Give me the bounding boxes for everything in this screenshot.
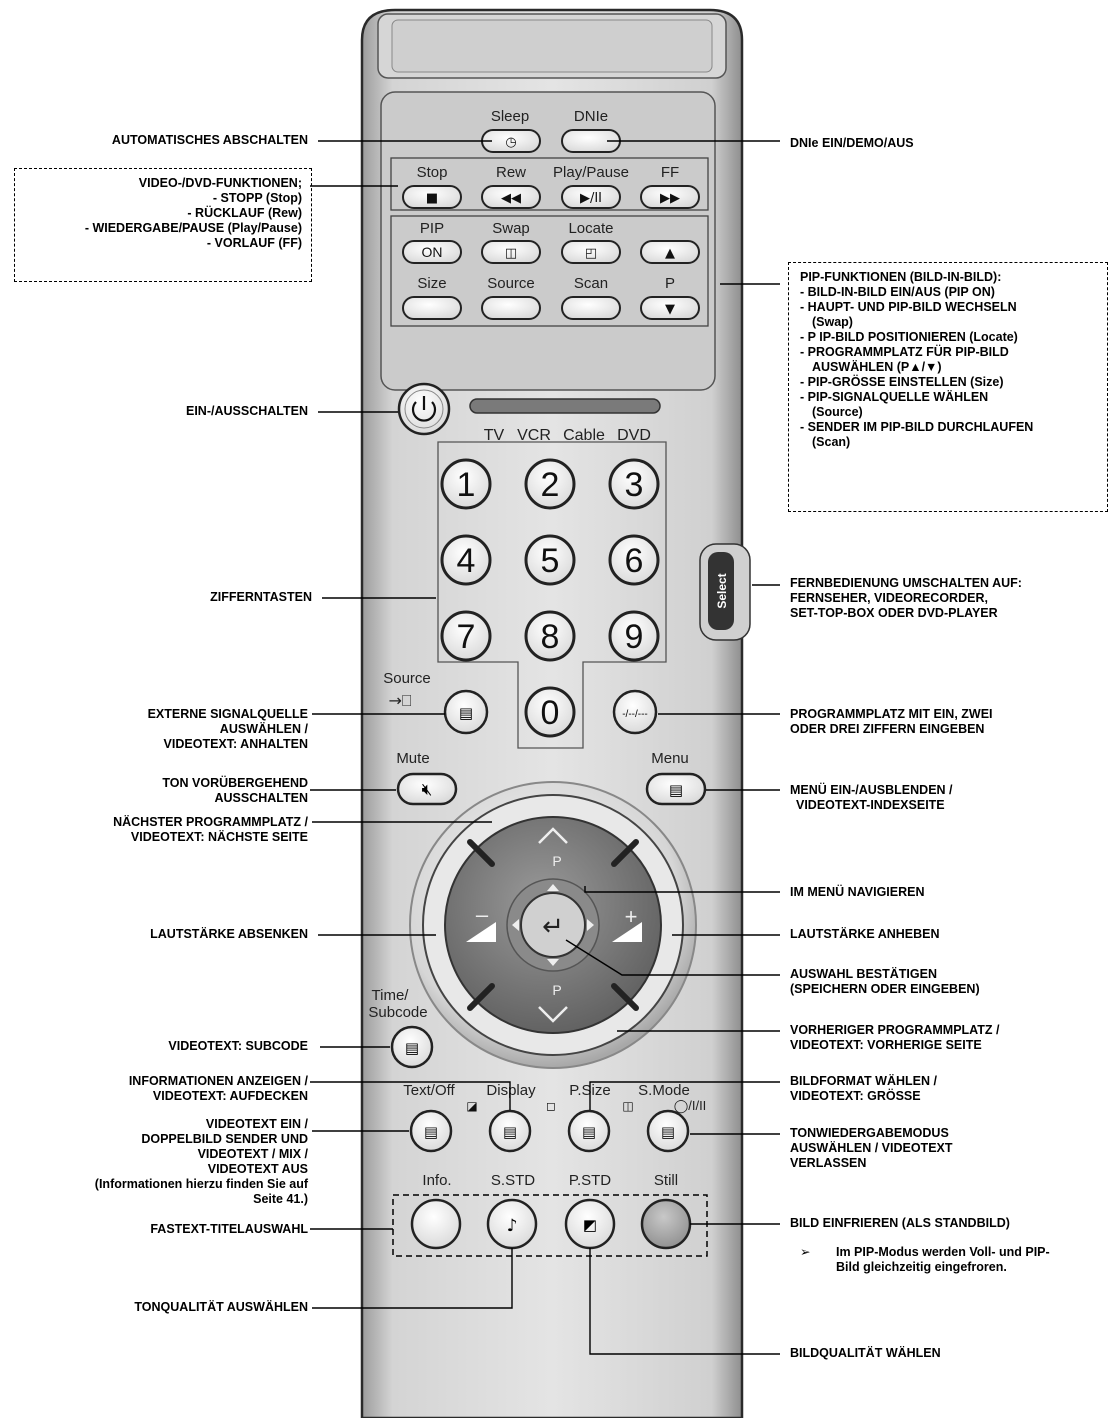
label-source: EXTERNE SIGNALQUELLE AUSWÄHLEN / VIDEOTEXT: ANHALTEN <box>147 707 308 751</box>
textoff-label: Text/Off <box>403 1082 455 1099</box>
smode-icon: ▤ <box>660 1123 676 1141</box>
nav-p-up-label: P <box>552 853 562 869</box>
mode-cable: Cable <box>563 427 605 444</box>
digit-label-9: 0 <box>540 694 560 732</box>
locate-icon: ◰ <box>584 246 598 261</box>
dash-button-text: -/--/--- <box>622 709 648 720</box>
ff-icon: ▶▶ <box>660 191 680 206</box>
digit-label-1: 2 <box>540 466 560 504</box>
digit-label-6: 7 <box>456 618 476 656</box>
scan-label: Scan <box>573 275 609 292</box>
label-pip: PIP-FUNKTIONEN (BILD-IN-BILD): - BILD-IN-BILD EIN/AUS (PIP ON) - HAUPT- UND PIP-BILD WECHSELN (Swap) - P IP-BILD POSITIONIEREN (Locate) - PROGRAMMPLATZ FÜR PIP-BILD AUSWÄHLEN (P▲/▼) - PIP-GRÖSSE EINSTELLEN (Size) - PIP-SIGNALQUELLE WÄHLEN (Source) - SENDER IM PIP-BILD DURCHLAUFEN (Scan) <box>800 270 1034 449</box>
digit-label-3: 4 <box>456 542 476 580</box>
time-label: Time/ <box>371 987 409 1004</box>
stop-label: Stop <box>416 164 448 181</box>
label-textoff: VIDEOTEXT EIN / DOPPELBILD SENDER UND VIDEOTEXT / MIX / VIDEOTEXT AUS (Informationen hierzu finden Sie auf Seite 41.) <box>94 1117 308 1206</box>
sleep-icon: ◷ <box>505 135 517 150</box>
label-video-dvd: VIDEO-/DVD-FUNKTIONEN; - STOPP (Stop) - RÜCKLAUF (Rew) - WIEDERGABE/PAUSE (Play/Pause) - VORLAUF (FF) <box>84 176 302 250</box>
rew-icon: ◀◀ <box>501 191 521 206</box>
scan-button[interactable] <box>562 297 620 319</box>
size-icon: ◫ <box>622 1099 634 1113</box>
display-label: Display <box>486 1082 536 1099</box>
label-volume-down: LAUTSTÄRKE ABSENKEN <box>150 927 308 941</box>
ff-label: FF <box>660 164 680 181</box>
enter-icon: ↵ <box>542 912 564 942</box>
smode-label: S.Mode <box>638 1082 690 1099</box>
sleep-label: Sleep <box>490 108 530 125</box>
still-note: Im PIP-Modus werden Voll- und PIP- Bild gleichzeitig eingefroren. <box>836 1245 1050 1274</box>
label-smode: TONWIEDERGABEMODUS AUSWÄHLEN / VIDEOTEXT VERLASSEN <box>790 1126 953 1170</box>
label-dnie: DNIe EIN/DEMO/AUS <box>790 136 914 150</box>
pstd-icon: ◩ <box>582 1216 598 1234</box>
p-down-icon: ▼ <box>665 302 675 317</box>
label-menu: MENÜ EIN-/AUSBLENDEN / VIDEOTEXT-INDEXSEITE <box>790 783 953 812</box>
smode-symbol: ◯/I/II <box>673 1098 707 1113</box>
pip-label: PIP <box>419 220 445 237</box>
label-pstd: BILDQUALITÄT WÄHLEN <box>790 1346 941 1360</box>
digit-label-4: 5 <box>540 542 560 580</box>
subcode-label: Subcode <box>368 1004 428 1021</box>
label-psize: BILDFORMAT WÄHLEN / VIDEOTEXT: GRÖSSE <box>790 1074 937 1103</box>
pip-on-text: ON <box>421 244 443 260</box>
dnie-label: DNIe <box>573 108 609 125</box>
textoff-icon: ▤ <box>423 1123 439 1141</box>
label-navigate: IM MENÜ NAVIGIEREN <box>790 885 925 899</box>
psize-icon: ▤ <box>581 1123 597 1141</box>
label-sstd: TONQUALITÄT AUSWÄHLEN <box>134 1300 308 1314</box>
rew-label: Rew <box>495 164 527 181</box>
mute-icon: 🔇︎ <box>421 780 433 800</box>
menu-label: Menu <box>651 750 689 767</box>
label-fastext: FASTEXT-TITELAUSWAHL <box>150 1222 308 1236</box>
mode-tv: TV <box>483 427 505 444</box>
pstd-label: P.STD <box>568 1172 612 1189</box>
mode-dvd: DVD <box>617 427 651 444</box>
label-select: FERNBEDIENUNG UMSCHALTEN AUF: FERNSEHER, VIDEORECORDER, SET-TOP-BOX ODER DVD-PLAYER <box>790 576 1022 620</box>
label-power: EIN-/AUSSCHALTEN <box>186 404 308 418</box>
label-channel-up: NÄCHSTER PROGRAMMPLATZ / VIDEOTEXT: NÄCHSTE SEITE <box>113 815 308 844</box>
still-note-arrow: ➢ <box>800 1244 811 1259</box>
label-mute: TON VORÜBERGEHEND AUSSCHALTEN <box>162 776 308 805</box>
nav-p-down-label: P <box>552 982 562 998</box>
source-pip-button[interactable] <box>482 297 540 319</box>
stop-icon: ■ <box>425 191 439 206</box>
reveal-icon: ◻ <box>546 1099 556 1113</box>
swap-icon: ◫ <box>504 246 518 261</box>
digit-label-8: 9 <box>624 618 644 656</box>
display-icon: ▤ <box>502 1123 518 1141</box>
play-pause-icon: ▶/II <box>579 191 603 206</box>
size-label: Size <box>417 275 447 292</box>
source-input-icon: →⎕ <box>388 691 412 710</box>
mute-label: Mute <box>396 750 430 767</box>
mode-vcr: VCR <box>517 427 551 444</box>
sstd-icon: ♪ <box>506 1216 518 1236</box>
label-subcode: VIDEOTEXT: SUBCODE <box>168 1039 308 1053</box>
label-dash: PROGRAMMPLATZ MIT EIN, ZWEI ODER DREI ZIFFERN EINGEBEN <box>790 707 993 736</box>
mix-icon: ◪ <box>466 1099 478 1113</box>
p-up-icon: ▲ <box>665 246 675 261</box>
select-button-label[interactable]: Select <box>715 573 729 609</box>
source-button-icon: ▤ <box>458 704 474 722</box>
digit-label-2: 3 <box>624 466 644 504</box>
size-button[interactable] <box>403 297 461 319</box>
still-label: Still <box>653 1172 679 1189</box>
label-display: INFORMATIONEN ANZEIGEN / VIDEOTEXT: AUFDECKEN <box>128 1074 308 1103</box>
digit-label-5: 6 <box>624 542 644 580</box>
still-button[interactable] <box>642 1200 690 1248</box>
volume-plus-label: + <box>624 904 638 929</box>
label-still: BILD EINFRIEREN (ALS STANDBILD) <box>790 1216 1010 1230</box>
label-enter: AUSWAHL BESTÄTIGEN (SPEICHERN ODER EINGEBEN) <box>790 967 980 996</box>
source-top-label: Source <box>487 275 535 292</box>
label-channel-down: VORHERIGER PROGRAMMPLATZ / VIDEOTEXT: VORHERIGE SEITE <box>790 1023 1000 1052</box>
source-label: Source <box>383 670 431 687</box>
sstd-label: S.STD <box>490 1172 536 1189</box>
psize-label: P.Size <box>569 1082 611 1099</box>
info-button[interactable] <box>412 1200 460 1248</box>
subcode-icon: ▤ <box>404 1039 420 1057</box>
volume-minus-label: – <box>475 902 489 927</box>
locate-label: Locate <box>568 220 614 237</box>
swap-label: Swap <box>492 220 530 237</box>
digit-label-7: 8 <box>540 618 560 656</box>
p-label: P <box>664 275 676 292</box>
navigation-pad <box>410 782 696 1068</box>
play-pause-label: Play/Pause <box>553 164 629 181</box>
label-digits: ZIFFERNTASTEN <box>210 590 312 604</box>
digit-label-0: 1 <box>456 466 476 504</box>
info-label: Info. <box>422 1172 452 1189</box>
label-volume-up: LAUTSTÄRKE ANHEBEN <box>790 927 940 941</box>
menu-icon: ▤ <box>668 781 684 799</box>
label-sleep: AUTOMATISCHES ABSCHALTEN <box>111 133 308 147</box>
